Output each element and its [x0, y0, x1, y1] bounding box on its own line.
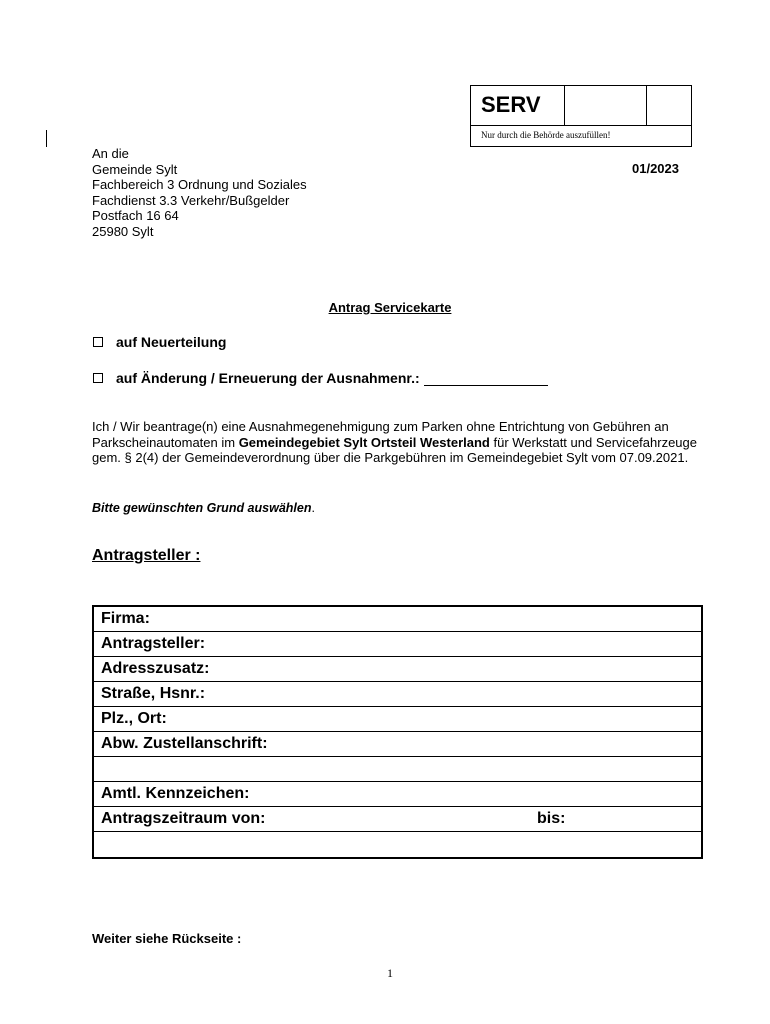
address-suffix-label: Adresszusatz: [101, 660, 210, 677]
applicant-heading: Antragsteller : [92, 547, 201, 564]
selection-hint [92, 501, 315, 515]
table-row[interactable] [94, 707, 701, 732]
intro-text-2: für Werkstatt und Servicefahrzeuge gem. § 2(4) der Gemeindeverordnung über die Parkgebühren im Gemeindegebiet Sylt vom 07.09.2021. [92, 434, 697, 466]
change-renewal-checkbox[interactable] [93, 373, 103, 383]
intro-bold-area: Gemeindegebiet Sylt Ortsteil Westerland [238, 434, 490, 450]
address-line: Gemeinde Sylt [92, 161, 178, 177]
table-row[interactable] [94, 657, 701, 682]
option-new-issue [93, 334, 226, 350]
company-label: Firma: [101, 610, 150, 627]
intro-paragraph [92, 419, 702, 466]
reference-number: 01/2023 [632, 161, 679, 176]
office-field-2[interactable] [646, 86, 693, 125]
applicant-label: Antragsteller: [101, 635, 206, 652]
page-number: 1 [387, 966, 393, 980]
change-renewal-label: auf Änderung / Erneuerung der Ausnahmenr.: [116, 370, 420, 386]
table-row[interactable] [94, 832, 701, 857]
exception-number-field[interactable] [424, 371, 548, 386]
hint-punct: . [311, 501, 315, 515]
street-label: Straße, Hsnr.: [101, 685, 206, 702]
office-use-box [470, 85, 692, 147]
address-line: Fachbereich 3 Ordnung und Soziales [92, 177, 307, 193]
table-row[interactable] [94, 757, 701, 782]
text-cursor [46, 130, 47, 147]
office-use-header-row [471, 86, 691, 126]
table-row[interactable] [94, 607, 701, 632]
option-change-renewal [93, 370, 548, 386]
form-title: Antrag Servicekarte [328, 300, 452, 315]
table-row[interactable] [94, 732, 701, 757]
period-until-label: bis: [537, 810, 566, 827]
continued-note: Weiter siehe Rückseite : [92, 931, 242, 946]
office-code: SERV [481, 92, 541, 117]
office-field-1[interactable] [564, 86, 647, 125]
address-line: Fachdienst 3.3 Verkehr/Bußgelder [92, 192, 290, 208]
new-issue-checkbox[interactable] [93, 337, 103, 347]
table-row[interactable] [94, 632, 701, 657]
hint-text: Bitte gewünschten Grund auswählen [92, 501, 312, 515]
intro-text-1: Ich / Wir beantrage(n) eine Ausnahmegenehmigung zum Parken ohne Entrichtung von Gebühren an Parkscheinautomaten im [92, 419, 669, 450]
address-line: An die [92, 146, 129, 161]
recipient-address [92, 146, 307, 240]
address-line: Postfach 16 64 [92, 208, 179, 224]
new-issue-label: auf Neuerteilung [116, 334, 227, 350]
table-row[interactable] [94, 682, 701, 707]
period-from-label: Antragszeitraum von: [101, 810, 266, 827]
table-row[interactable] [94, 807, 701, 832]
applicant-table [92, 605, 703, 859]
table-row[interactable] [94, 782, 701, 807]
office-use-note: Nur durch die Behörde auszufüllen! [481, 130, 611, 140]
delivery-address-label: Abw. Zustellanschrift: [101, 735, 268, 752]
license-plate-label: Amtl. Kennzeichen: [101, 785, 250, 802]
zip-city-label: Plz., Ort: [101, 710, 167, 727]
address-line: 25980 Sylt [92, 223, 154, 239]
